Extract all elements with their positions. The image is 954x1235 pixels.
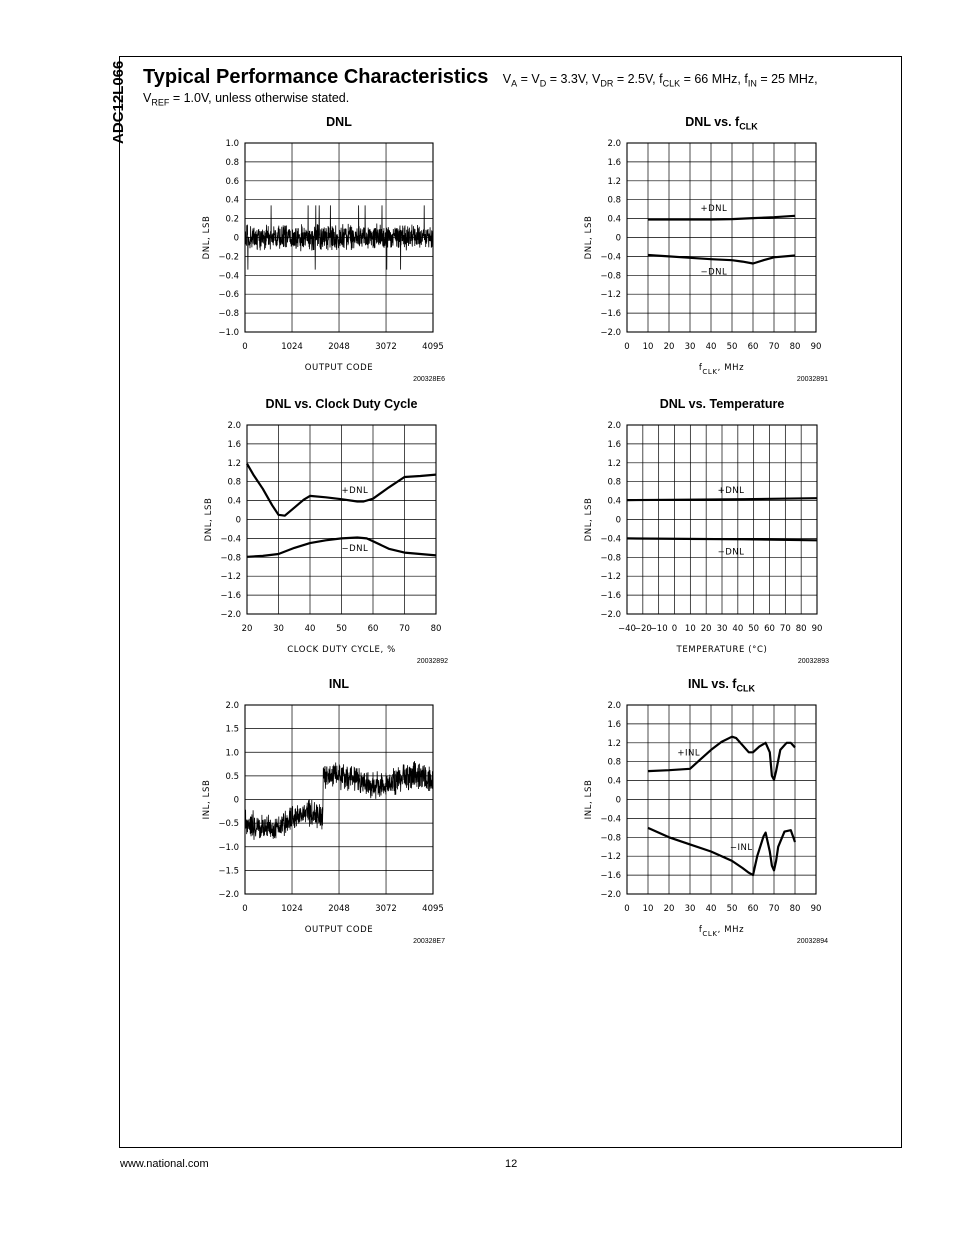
y-tick-label: −0.8 bbox=[600, 271, 621, 282]
y-tick-label: 1.5 bbox=[225, 724, 239, 735]
x-axis-label: $f_{CLK}$, MHz bbox=[698, 363, 745, 376]
y-tick-label: 2.0 bbox=[227, 421, 241, 431]
x-tick-label: 80 bbox=[795, 624, 807, 634]
chart-inl-vs-fclk bbox=[567, 677, 836, 954]
y-tick-label: 1.2 bbox=[607, 458, 621, 469]
y-tick-label: −1.2 bbox=[220, 572, 241, 583]
y-tick-label: −1.6 bbox=[220, 591, 241, 602]
x-tick-label: −20 bbox=[633, 624, 652, 634]
y-tick-label: 1.0 bbox=[225, 748, 239, 759]
y-tick-label: 0.8 bbox=[225, 157, 239, 168]
x-axis-label: OUTPUT CODE bbox=[304, 925, 374, 935]
x-tick-label: 90 bbox=[810, 904, 822, 914]
x-tick-label: 0 bbox=[624, 904, 630, 914]
x-tick-label: 0 bbox=[242, 904, 248, 914]
x-tick-label: 10 bbox=[684, 624, 696, 634]
y-tick-label: −1.0 bbox=[218, 842, 239, 853]
part-number-side-label bbox=[86, 56, 127, 146]
series-line-minus-inl bbox=[648, 828, 795, 875]
series-annotation-label: −INL bbox=[729, 842, 753, 853]
x-tick-label: 20 bbox=[663, 342, 675, 352]
x-tick-label: 3072 bbox=[375, 342, 397, 352]
x-tick-label: 60 bbox=[747, 342, 759, 352]
series-annotation-label: +DNL bbox=[717, 486, 745, 497]
y-tick-label: 0.4 bbox=[607, 496, 621, 507]
y-axis-label: DNL, LSB bbox=[584, 497, 594, 542]
y-tick-label: 0.8 bbox=[607, 195, 621, 206]
chart-svg bbox=[567, 115, 836, 392]
y-tick-label: −1.2 bbox=[600, 852, 621, 863]
y-tick-label: −0.5 bbox=[218, 819, 239, 830]
chart-svg bbox=[185, 677, 453, 954]
x-tick-label: 3072 bbox=[375, 904, 397, 914]
chart-dnl-vs-fclk bbox=[567, 115, 836, 392]
chart-title: DNL vs. $f_{CLK}$ bbox=[685, 115, 758, 132]
x-tick-label: 90 bbox=[811, 624, 823, 634]
y-tick-label: −0.4 bbox=[600, 252, 621, 263]
y-tick-label: −0.4 bbox=[218, 271, 239, 282]
y-tick-label: −1.5 bbox=[218, 866, 239, 877]
figure-code: 200328E7 bbox=[413, 938, 445, 945]
x-tick-label: 40 bbox=[732, 624, 744, 634]
series-annotation-label: −DNL bbox=[717, 547, 745, 558]
x-tick-label: 60 bbox=[747, 904, 759, 914]
y-tick-label: 0.5 bbox=[225, 771, 239, 782]
series-line-plus-dnl bbox=[627, 498, 817, 500]
chart-svg bbox=[185, 115, 453, 392]
y-tick-label: 1.2 bbox=[227, 458, 241, 469]
y-tick-label: −2.0 bbox=[600, 610, 621, 620]
y-tick-label: 0 bbox=[233, 233, 239, 244]
x-tick-label: 20 bbox=[241, 624, 253, 634]
y-axis-label: DNL, LSB bbox=[584, 215, 594, 260]
x-tick-label: 30 bbox=[273, 624, 284, 634]
y-tick-label: 0.4 bbox=[227, 496, 241, 507]
y-tick-label: 1.6 bbox=[607, 719, 621, 730]
y-tick-label: −0.4 bbox=[600, 814, 621, 825]
series-annotation-label: −DNL bbox=[700, 267, 728, 278]
x-tick-label: 2048 bbox=[328, 904, 350, 914]
x-tick-label: 40 bbox=[705, 904, 717, 914]
test-conditions-line1: $V_A = V_D = 3.3V$, $V_{DR} = 2.5V$, $f_{CLK} = 66$ MHz, $f_{IN} = 25$ MHz, bbox=[502, 72, 818, 89]
y-tick-label: −1.6 bbox=[600, 871, 621, 882]
y-tick-label: −1.2 bbox=[600, 290, 621, 301]
y-tick-label: 0 bbox=[615, 233, 621, 244]
chart-dnl-vs-temperature bbox=[567, 397, 837, 674]
x-tick-label: 30 bbox=[684, 904, 696, 914]
x-tick-label: 80 bbox=[789, 904, 801, 914]
x-axis-label: OUTPUT CODE bbox=[304, 363, 374, 373]
y-tick-label: 0.4 bbox=[607, 776, 621, 787]
y-tick-label: 2.0 bbox=[607, 139, 621, 149]
x-tick-label: 40 bbox=[304, 624, 316, 634]
y-tick-label: −2.0 bbox=[600, 328, 621, 338]
y-tick-label: 1.6 bbox=[227, 439, 241, 450]
chart-inl bbox=[185, 677, 453, 954]
series-annotation-label: +INL bbox=[677, 748, 701, 759]
y-tick-label: 0.2 bbox=[225, 214, 239, 225]
chart-svg bbox=[567, 397, 837, 674]
x-tick-label: 1024 bbox=[281, 342, 303, 352]
series-line-plus-inl bbox=[648, 737, 795, 780]
chart-title: DNL vs. Clock Duty Cycle bbox=[265, 397, 418, 411]
x-axis-label: CLOCK DUTY CYCLE, % bbox=[287, 645, 396, 655]
figure-code: 20032891 bbox=[796, 376, 828, 383]
y-tick-label: −0.4 bbox=[220, 534, 241, 545]
y-tick-label: −0.8 bbox=[218, 309, 239, 320]
y-tick-label: 0.8 bbox=[227, 477, 241, 488]
x-tick-label: 60 bbox=[764, 624, 775, 634]
chart-title: INL bbox=[328, 677, 350, 691]
series-annotation-label: +DNL bbox=[341, 486, 369, 497]
y-tick-label: −2.0 bbox=[218, 890, 239, 900]
part-number-text: ADC12L066 bbox=[110, 60, 127, 144]
y-tick-label: 1.2 bbox=[607, 738, 621, 749]
y-tick-label: 0 bbox=[235, 515, 241, 526]
x-tick-label: 70 bbox=[768, 904, 780, 914]
x-tick-label: 20 bbox=[700, 624, 712, 634]
y-tick-label: 2.0 bbox=[225, 701, 239, 711]
x-tick-label: 10 bbox=[642, 342, 654, 352]
y-tick-label: −1.2 bbox=[600, 572, 621, 583]
chart-title: DNL vs. Temperature bbox=[659, 397, 785, 411]
y-axis-label: INL, LSB bbox=[584, 779, 594, 820]
x-tick-label: 70 bbox=[768, 342, 780, 352]
y-tick-label: 2.0 bbox=[607, 421, 621, 431]
y-tick-label: −1.0 bbox=[218, 328, 239, 338]
y-tick-label: −1.6 bbox=[600, 309, 621, 320]
y-tick-label: 0.8 bbox=[607, 477, 621, 488]
figure-code: 20032893 bbox=[797, 658, 829, 665]
x-tick-label: 50 bbox=[726, 904, 738, 914]
x-tick-label: 70 bbox=[399, 624, 410, 634]
chart-dnl bbox=[185, 115, 453, 392]
x-tick-label: 4095 bbox=[422, 904, 444, 914]
y-axis-label: DNL, LSB bbox=[202, 215, 212, 260]
y-tick-label: 0 bbox=[615, 515, 621, 526]
footer-website: www.national.com bbox=[120, 1158, 209, 1170]
x-tick-label: 0 bbox=[624, 342, 630, 352]
x-tick-label: 80 bbox=[789, 342, 801, 352]
y-tick-label: 1.6 bbox=[607, 439, 621, 450]
chart-title: INL vs. $f_{CLK}$ bbox=[688, 677, 755, 694]
y-tick-label: 0.4 bbox=[607, 214, 621, 225]
chart-dnl-vs-duty-cycle bbox=[187, 397, 456, 674]
series-annotation-label: +DNL bbox=[700, 204, 728, 215]
y-axis-label: DNL, LSB bbox=[204, 497, 214, 542]
y-tick-label: −0.8 bbox=[220, 553, 241, 564]
y-tick-label: 2.0 bbox=[607, 701, 621, 711]
x-tick-label: 30 bbox=[684, 342, 696, 352]
y-tick-label: −0.2 bbox=[218, 252, 239, 263]
y-tick-label: 0.8 bbox=[607, 757, 621, 768]
y-tick-label: 0.6 bbox=[225, 176, 239, 187]
x-tick-label: 0 bbox=[671, 624, 678, 634]
x-tick-label: 60 bbox=[367, 624, 379, 634]
section-header bbox=[143, 66, 883, 108]
y-tick-label: −0.6 bbox=[218, 290, 239, 301]
x-tick-label: 4095 bbox=[422, 342, 444, 352]
test-conditions-line2: $V_{REF} = 1.0V$, unless otherwise stated. bbox=[143, 91, 350, 108]
y-tick-label: −1.6 bbox=[600, 591, 621, 602]
x-tick-label: 0 bbox=[242, 342, 248, 352]
footer-page-number: 12 bbox=[505, 1158, 518, 1170]
x-tick-label: 1024 bbox=[281, 904, 303, 914]
x-tick-label: 90 bbox=[810, 342, 822, 352]
figure-code: 20032894 bbox=[796, 938, 828, 945]
y-tick-label: 0 bbox=[615, 795, 621, 806]
x-axis-label: $f_{CLK}$, MHz bbox=[698, 925, 745, 938]
x-axis-label: TEMPERATURE (°C) bbox=[676, 645, 768, 655]
section-title: Typical Performance Characteristics bbox=[143, 66, 489, 88]
x-tick-label: 50 bbox=[748, 624, 760, 634]
y-tick-label: 0 bbox=[233, 795, 239, 806]
x-tick-label: 70 bbox=[779, 624, 791, 634]
y-tick-label: −2.0 bbox=[600, 890, 621, 900]
x-tick-label: 50 bbox=[336, 624, 347, 634]
x-tick-label: 50 bbox=[726, 342, 738, 352]
x-tick-label: 80 bbox=[430, 624, 442, 634]
y-axis-label: INL, LSB bbox=[202, 779, 212, 820]
y-tick-label: 1.0 bbox=[225, 139, 239, 149]
y-tick-label: 0.4 bbox=[225, 195, 239, 206]
y-tick-label: −2.0 bbox=[220, 610, 241, 620]
y-tick-label: 1.6 bbox=[607, 157, 621, 168]
chart-svg bbox=[187, 397, 456, 674]
figure-code: 20032892 bbox=[416, 658, 448, 665]
y-tick-label: −0.8 bbox=[600, 553, 621, 564]
y-tick-label: −0.8 bbox=[600, 833, 621, 844]
chart-title: DNL bbox=[326, 115, 352, 129]
y-tick-label: −0.4 bbox=[600, 534, 621, 545]
x-tick-label: 30 bbox=[716, 624, 728, 634]
y-tick-label: 1.2 bbox=[607, 176, 621, 187]
x-tick-label: −10 bbox=[649, 624, 668, 634]
x-tick-label: 10 bbox=[642, 904, 654, 914]
x-tick-label: −40 bbox=[618, 624, 636, 634]
x-tick-label: 40 bbox=[705, 342, 717, 352]
figure-code: 200328E6 bbox=[413, 376, 445, 383]
chart-svg bbox=[567, 677, 836, 954]
series-annotation-label: −DNL bbox=[341, 543, 369, 554]
x-tick-label: 2048 bbox=[328, 342, 350, 352]
x-tick-label: 20 bbox=[663, 904, 675, 914]
